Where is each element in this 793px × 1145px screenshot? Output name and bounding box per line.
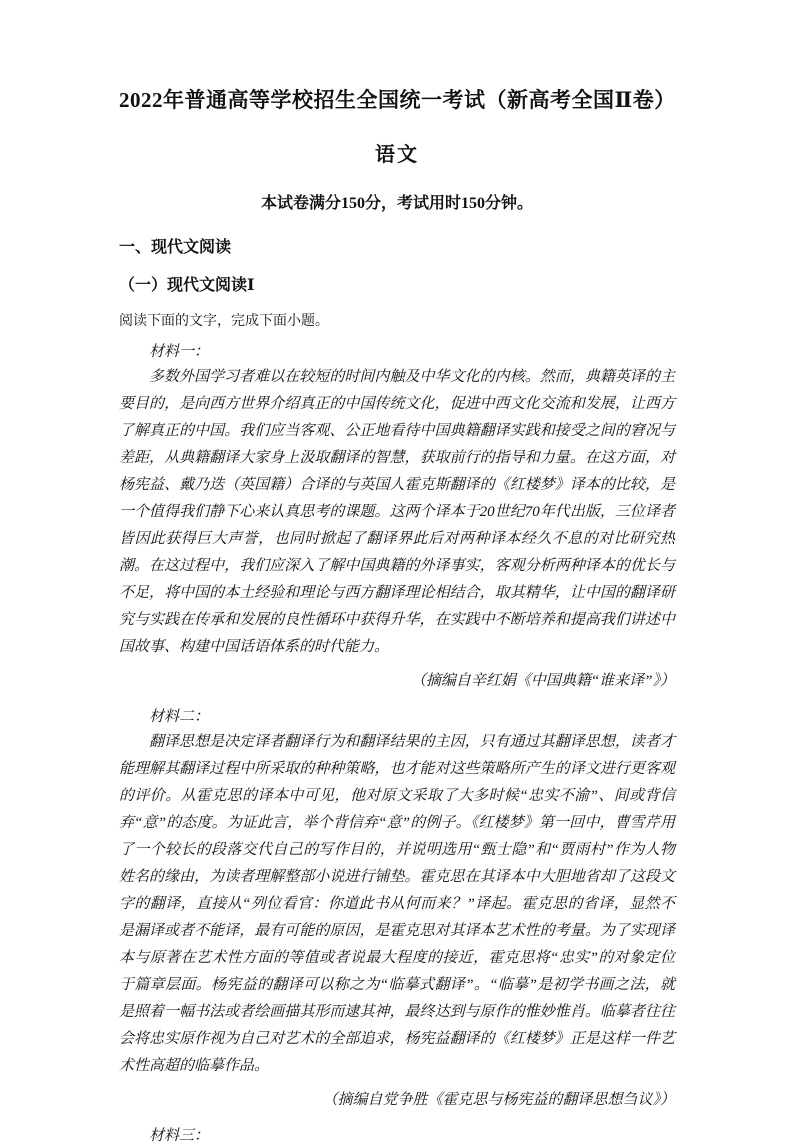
material-1-label: 材料一：: [149, 344, 210, 361]
exam-subject: 语文: [375, 144, 419, 167]
exam-instructions: 本试卷满分150分，考试用时150分钟。: [260, 195, 533, 213]
material-1-attribution: （摘编自辛红娟《中国典籍“谁来译”》）: [410, 673, 675, 690]
material-3-label: 材料三：: [149, 1128, 210, 1145]
material-1-paragraph: 多数外国学习者难以在较短的时间内触及中华文化的内核。然而，典籍英译的主要目的，是向西方世界介绍真正的中国传统文化，促进中西文化交流和发展，让西方了解真正的中国。我们应当客观、公正地看待中国典籍翻译实践和接受之间的窘况与差距，从典籍翻译大家身上汲取翻译的智慧，获取前行的指导和力量。在这方面，对杨宪益、戴乃迭（英国籍）合译的与英国人霍克斯翻译的《红楼梦》译本的比较，是一个值得我们静下心来认真思考的课题。这两个译本于20世纪70年代出版，三位译者皆因此获得巨大声誉，也同时掀起了翻译界此后对两种译本经久不息的对比研究热潮。在这过程中，我们应深入了解中国典籍的外译事实，客观分析两种译本的优长与不足，将中国的本土经验和理论与西方翻译理论相结合，取其精华，让中国的翻译研究与实践在传承和发展的良性循环中获得升华，在实践中不断培养和提高我们讲述中国故事、构建中国话语体系的时代能力。: [119, 369, 675, 656]
material-2-attribution: （摘编自党争胜《霍克思与杨宪益的翻译思想刍议》）: [322, 1092, 675, 1109]
section-heading-modern-text-reading: 一、现代文阅读: [119, 239, 232, 257]
material-2-paragraph: 翻译思想是决定译者翻译行为和翻译结果的主因，只有通过其翻译思想，读者才能理解其翻译过程中所采取的种种策略，也才能对这些策略所产生的译文进行更客观的评价。从霍克思的译本中可见，他对原文采取了大多时候“忠实不渝”、间或背信弃“意”的态度。为证此言，举个背信弃“意”的例子。《红楼梦》第一回中，曹雪芹用了一个较长的段落交代自己的写作目的，并说明选用“甄士隐”和“贾雨村”作为人物姓名的缘由，为读者理解整部小说进行铺垫。霍克思在其译本中大胆地省却了这段文字的翻译，直接从“列位看官：你道此书从何而来？”译起。霍克思的省译，显然不是漏译或者不能译，最有可能的原因，是霍克思对其译本艺术性的考量。为了实现译本与原著在艺术性方面的等值或者说最大程度的接近，霍克思将“忠实”的对象定位于篇章层面。杨宪益的翻译可以称之为“临摹式翻译”。“临摹”是初学书画之法，就是照着一幅书法或者绘画描其形而逮其神，最终达到与原作的惟妙惟肖。临摹者往往会将忠实原作视为自己对艺术的全部追求，杨宪益翻译的《红楼梦》正是这样一件艺术性高超的临摹作品。: [119, 734, 675, 1075]
material-2-label: 材料二：: [149, 709, 210, 726]
subsection-heading-modern-text-reading-1: （一）现代文阅读Ⅰ: [119, 277, 255, 295]
exam-title: 2022年普通高等学校招生全国统一考试（新高考全国Ⅱ卷）: [119, 88, 676, 112]
reading-instruction-line: 阅读下面的文字，完成下面小题。: [119, 314, 329, 330]
